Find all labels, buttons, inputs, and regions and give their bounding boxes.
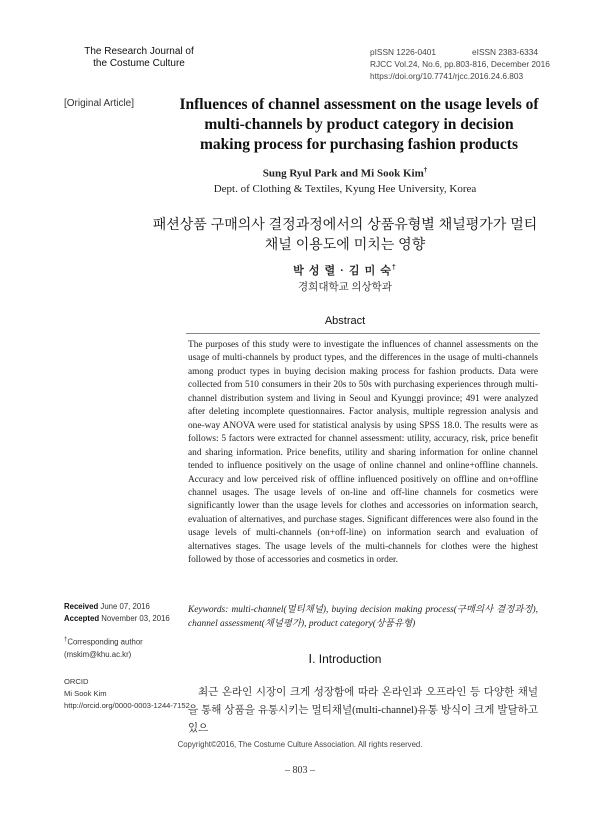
- corresponding-mark: †: [423, 166, 428, 174]
- korean-corresponding-mark: †: [391, 264, 397, 272]
- eissn: eISSN 2383-6334: [472, 47, 538, 57]
- corresponding-label-row: [64, 634, 143, 649]
- manuscript-dates: [64, 601, 170, 625]
- received-label: Received: [64, 602, 99, 611]
- page-number: – 803 –: [285, 765, 315, 776]
- abstract-heading: Abstract: [324, 315, 366, 327]
- dagger-mark: †: [64, 637, 68, 643]
- keywords: Keywords: multi-channel(멀티채널), buying decision making process(구매의사 결정과정), channel assessment(채널평가), product category(상품유형): [188, 605, 538, 629]
- paper-title: Influences of channel assessment on the usage levels of multi-channels by product category in decision making process for purchasing fashion products: [179, 96, 539, 153]
- korean-author-line: [150, 262, 540, 278]
- corresponding-email[interactable]: (mskim@khu.ac.kr): [64, 649, 132, 659]
- abstract-text: The purposes of this study were to investigate the influences of channel assessments on the usage of multi-channels by product types, and the differences in the usage of multi-channels among product types in buying decision making process for fashion products. Data were collected from 510 consumers in their 20s to 50s with purchasing experiences through multi-channel distribution system and living in Seoul and Kyunggi province; 491 were analyzed after deleting incomplete questionnaires. Factor analysis, multiple regression analysis and one-way ANOVA were used for statistical analysis by using SPSS 18.0. The results were as follows: 5 factors were extracted for channel assessment: utility, accuracy, risk, price benefit and sharing information. Price benefits, utility and sharing information for online channel tended to influence positively on the usage of online channel and online+offline channels. Accuracy and low perceived risk of offline influenced positively on offline and on+offline channel usages. The usage levels of on-line and off-line channels for cosmetics were significantly lower than the usage levels for clothes and accessories on information search, evaluation of alternatives, and purchase stages. Significant differences were also found in the usage levels of multi-channels (on+off-line) on information search and evaluation of alternatives stages. The usage levels of the multi-channels for clothes were the highest followed by those of accessories and cosmetics in order.: [188, 340, 538, 566]
- author-line: [150, 166, 540, 180]
- journal-name: [64, 46, 214, 70]
- received-date: June 07, 2016: [100, 602, 150, 611]
- accepted-row: [64, 613, 170, 625]
- corresponding-label: Corresponding author: [67, 637, 143, 647]
- article-type: [Original Article]: [64, 98, 135, 109]
- authors: Sung Ryul Park and Mi Sook Kim: [262, 167, 424, 180]
- received-row: [64, 601, 170, 613]
- orcid-name: Mi Sook Kim: [64, 689, 107, 698]
- pissn: pISSN 1226-0401: [370, 47, 436, 57]
- korean-title: 패션상품 구매의사 결정과정에서의 상품유형별 채널평가가 멀티채널 이용도에 미치는 영향: [152, 216, 538, 252]
- accepted-date: November 03, 2016: [101, 614, 170, 623]
- introduction-text: 최근 온라인 시장이 크게 성장함에 따라 온라인과 오프라인 등 다양한 채널을 통해 상품을 유통시키는 멀티채널(multi-channel)유통 방식이 크게 발달하고 있으: [188, 687, 538, 734]
- orcid-block: [64, 676, 190, 712]
- section-heading: Ⅰ. Introduction: [308, 652, 382, 666]
- accepted-label: Accepted: [64, 614, 100, 623]
- citation: RJCC Vol.24, No.6, pp.803-816, December 2016: [370, 59, 550, 69]
- journal-name-line2: the Costume Culture: [93, 58, 185, 69]
- publication-meta: [370, 46, 550, 82]
- orcid-link[interactable]: http://orcid.org/0000-0003-1244-7152: [64, 701, 190, 710]
- affiliation: Dept. of Clothing & Textiles, Kyung Hee University, Korea: [213, 183, 477, 195]
- korean-authors: 박 성 렬 · 김 미 숙: [293, 265, 392, 277]
- korean-affiliation: 경희대학교 의상학과: [298, 282, 392, 293]
- journal-name-line1: The Research Journal of: [84, 46, 194, 57]
- corresponding-author: [64, 634, 143, 661]
- doi-link[interactable]: https://doi.org/10.7741/rjcc.2016.24.6.803: [370, 71, 524, 81]
- abstract-divider: [186, 333, 540, 334]
- orcid-label: ORCID: [64, 677, 89, 686]
- copyright: Copyright©2016, The Costume Culture Association. All rights reserved.: [177, 740, 423, 749]
- issn-row: [370, 46, 538, 58]
